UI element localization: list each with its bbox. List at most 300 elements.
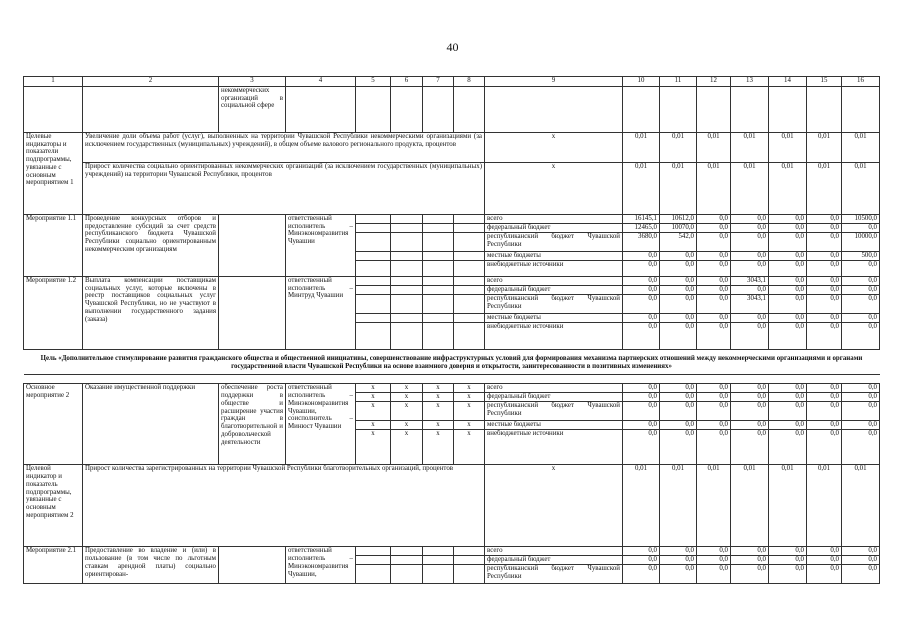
cell bbox=[356, 87, 391, 133]
code-cell bbox=[391, 565, 423, 584]
value-cell: 0,0 bbox=[660, 393, 697, 402]
code-cell bbox=[391, 295, 423, 314]
page-number: 40 bbox=[446, 40, 459, 54]
code-x: x bbox=[391, 421, 423, 430]
code-cell bbox=[423, 314, 454, 323]
value-cell: 0,01 bbox=[731, 133, 769, 163]
code-x: x bbox=[423, 393, 454, 402]
value-cell: 0,0 bbox=[807, 556, 842, 565]
code-cell bbox=[356, 295, 391, 314]
code-cell bbox=[391, 323, 423, 350]
code-cell bbox=[423, 565, 454, 584]
funding-row bbox=[24, 277, 880, 286]
value-cell: 0,01 bbox=[731, 465, 769, 547]
value-cell: 0,0 bbox=[660, 277, 697, 286]
value-cell: 3043,1 bbox=[731, 277, 769, 286]
value-cell: 0,0 bbox=[807, 393, 842, 402]
funding-source: внебюджетные источники bbox=[485, 323, 623, 350]
value-cell: 10500,0 bbox=[842, 215, 880, 224]
activity-executor: ответственный исполнитель – Минэкономразвития Чувашии bbox=[286, 215, 356, 277]
activity-aim bbox=[219, 547, 286, 584]
header-cell: 13 bbox=[731, 77, 769, 87]
indicator-text: Прирост количества зарегистрированных на территории Чувашской Республики благотворительных организаций, процентов bbox=[83, 465, 485, 547]
header-cell: 14 bbox=[769, 77, 807, 87]
value-cell: 0,0 bbox=[623, 430, 660, 465]
value-cell: 0,0 bbox=[807, 261, 842, 277]
value-cell: 0,0 bbox=[769, 402, 807, 421]
header-cell: 3 bbox=[219, 77, 286, 87]
activity-label: Мероприятие 1.2 bbox=[24, 277, 83, 350]
cell bbox=[454, 87, 485, 133]
value-cell: 500,0 bbox=[842, 252, 880, 261]
code-x: x bbox=[391, 402, 423, 421]
program-table bbox=[23, 76, 880, 584]
value-cell: 0,0 bbox=[807, 224, 842, 233]
value-cell: 0,0 bbox=[807, 430, 842, 465]
value-cell: 0,0 bbox=[731, 314, 769, 323]
value-cell: 0,0 bbox=[842, 286, 880, 295]
code-cell bbox=[454, 215, 485, 224]
value-cell: 0,0 bbox=[731, 430, 769, 465]
code-cell bbox=[391, 547, 423, 556]
value-cell: 0,0 bbox=[623, 384, 660, 393]
value-cell: 0,0 bbox=[731, 393, 769, 402]
value-cell: 0,01 bbox=[697, 133, 731, 163]
activity-aim: обеспечение роста поддержки в обществе и расширение участия граждан в благотворительной и добровольческой деятельности bbox=[219, 384, 286, 465]
value-cell: 0,0 bbox=[697, 252, 731, 261]
value-cell: 0,01 bbox=[660, 163, 697, 215]
value-cell: 0,0 bbox=[697, 430, 731, 465]
value-cell: 0,01 bbox=[769, 133, 807, 163]
value-cell: 10070,0 bbox=[660, 224, 697, 233]
value-cell: 0,01 bbox=[769, 163, 807, 215]
value-cell: 0,0 bbox=[731, 252, 769, 261]
value-cell: 0,0 bbox=[697, 215, 731, 224]
value-cell: 0,0 bbox=[660, 430, 697, 465]
code-cell bbox=[423, 556, 454, 565]
value-cell: 16145,1 bbox=[623, 215, 660, 224]
header-cell: 2 bbox=[83, 77, 219, 87]
code-cell bbox=[454, 565, 485, 584]
code-cell bbox=[423, 233, 454, 252]
value-cell: 0,0 bbox=[623, 393, 660, 402]
code-cell bbox=[356, 565, 391, 584]
value-cell: 0,0 bbox=[842, 384, 880, 393]
value-cell: 0,0 bbox=[623, 402, 660, 421]
goal-text: Цель «Дополнительное стимулирование развития гражданского общества и общественной инициативы, совершенствование инфраструктурных условий для формирования механизма партнерских отношений между некоммерческими организациями и органами государственной власти Чувашской Республики на основе взаимного доверия и открытости, заинтересованности в позитивных изменениях» bbox=[24, 350, 880, 375]
code-x: x bbox=[356, 393, 391, 402]
code-cell bbox=[391, 261, 423, 277]
code-cell bbox=[454, 277, 485, 286]
executor-co: соисполнитель – Минюст Чувашии bbox=[288, 415, 353, 431]
code-cell bbox=[356, 277, 391, 286]
cell bbox=[24, 375, 880, 384]
value-cell: 0,0 bbox=[660, 252, 697, 261]
value-cell: 0,0 bbox=[842, 547, 880, 556]
code-cell bbox=[454, 261, 485, 277]
code-cell bbox=[423, 286, 454, 295]
cell bbox=[660, 87, 697, 133]
value-cell: 0,0 bbox=[623, 277, 660, 286]
value-cell: 0,0 bbox=[731, 556, 769, 565]
indicator-row bbox=[24, 163, 880, 215]
code-cell bbox=[356, 547, 391, 556]
value-cell: 0,0 bbox=[807, 215, 842, 224]
funding-source: республиканский бюджет Чувашской Республики bbox=[485, 402, 623, 421]
value-cell: 0,0 bbox=[660, 556, 697, 565]
indicator-x: x bbox=[485, 163, 623, 215]
code-cell bbox=[391, 286, 423, 295]
value-cell: 0,0 bbox=[842, 565, 880, 584]
value-cell: 0,0 bbox=[807, 277, 842, 286]
value-cell: 0,01 bbox=[660, 465, 697, 547]
code-cell bbox=[391, 314, 423, 323]
code-cell bbox=[356, 261, 391, 277]
value-cell: 0,0 bbox=[769, 547, 807, 556]
value-cell: 0,01 bbox=[731, 163, 769, 215]
value-cell: 0,0 bbox=[731, 565, 769, 584]
value-cell: 0,0 bbox=[842, 323, 880, 350]
code-x: x bbox=[423, 430, 454, 465]
header-cell: 16 bbox=[842, 77, 880, 87]
value-cell: 0,01 bbox=[660, 133, 697, 163]
value-cell: 0,0 bbox=[769, 323, 807, 350]
header-cell: 11 bbox=[660, 77, 697, 87]
activity-aim bbox=[219, 215, 286, 277]
code-x: x bbox=[391, 393, 423, 402]
funding-source: республиканский бюджет Чувашской Республики bbox=[485, 295, 623, 314]
cell bbox=[842, 87, 880, 133]
value-cell: 0,0 bbox=[697, 384, 731, 393]
value-cell: 10000,0 bbox=[842, 233, 880, 252]
value-cell: 0,0 bbox=[769, 277, 807, 286]
value-cell: 0,0 bbox=[623, 565, 660, 584]
funding-source: всего bbox=[485, 277, 623, 286]
code-x: x bbox=[454, 393, 485, 402]
activity-description: Оказание имущественной поддержки bbox=[83, 384, 219, 465]
header-cell: 10 bbox=[623, 77, 660, 87]
value-cell: 0,0 bbox=[697, 556, 731, 565]
value-cell: 0,01 bbox=[623, 163, 660, 215]
cell bbox=[24, 87, 83, 133]
activity-executor bbox=[286, 384, 356, 465]
indicator-label: Целевой индикатор и показатель подпрограммы, увязанные с основным мероприятием 2 bbox=[24, 465, 83, 547]
value-cell: 0,0 bbox=[842, 261, 880, 277]
code-cell bbox=[356, 215, 391, 224]
value-cell: 0,0 bbox=[697, 295, 731, 314]
value-cell: 3680,0 bbox=[623, 233, 660, 252]
cell bbox=[807, 87, 842, 133]
value-cell: 0,0 bbox=[769, 252, 807, 261]
header-row bbox=[24, 77, 880, 87]
activity-aim bbox=[219, 277, 286, 350]
goal-row bbox=[24, 350, 880, 375]
code-x: x bbox=[423, 421, 454, 430]
cell bbox=[769, 87, 807, 133]
value-cell: 0,01 bbox=[697, 465, 731, 547]
funding-source: местные бюджеты bbox=[485, 252, 623, 261]
cell bbox=[485, 87, 623, 133]
value-cell: 0,0 bbox=[807, 565, 842, 584]
value-cell: 0,0 bbox=[731, 224, 769, 233]
cell bbox=[286, 87, 356, 133]
code-cell bbox=[423, 295, 454, 314]
value-cell: 0,0 bbox=[769, 261, 807, 277]
value-cell: 0,0 bbox=[807, 384, 842, 393]
value-cell: 0,0 bbox=[807, 421, 842, 430]
value-cell: 0,0 bbox=[731, 547, 769, 556]
funding-source: местные бюджеты bbox=[485, 314, 623, 323]
header-cell: 8 bbox=[454, 77, 485, 87]
funding-source: внебюджетные источники bbox=[485, 430, 623, 465]
code-cell bbox=[423, 323, 454, 350]
value-cell: 12465,0 bbox=[623, 224, 660, 233]
table-row bbox=[24, 87, 880, 133]
value-cell: 0,0 bbox=[842, 421, 880, 430]
funding-row bbox=[24, 547, 880, 556]
value-cell: 0,0 bbox=[623, 261, 660, 277]
value-cell: 0,01 bbox=[769, 465, 807, 547]
value-cell: 0,0 bbox=[697, 314, 731, 323]
funding-source: всего bbox=[485, 547, 623, 556]
value-cell: 0,0 bbox=[769, 421, 807, 430]
value-cell: 0,0 bbox=[731, 384, 769, 393]
code-x: x bbox=[454, 430, 485, 465]
value-cell: 0,0 bbox=[660, 295, 697, 314]
value-cell: 0,0 bbox=[842, 224, 880, 233]
value-cell: 0,0 bbox=[660, 261, 697, 277]
header-cell: 12 bbox=[697, 77, 731, 87]
value-cell: 0,0 bbox=[769, 224, 807, 233]
value-cell: 0,0 bbox=[769, 556, 807, 565]
code-cell bbox=[454, 547, 485, 556]
value-cell: 0,01 bbox=[842, 133, 880, 163]
value-cell: 0,0 bbox=[842, 295, 880, 314]
value-cell: 0,01 bbox=[842, 465, 880, 547]
value-cell: 0,0 bbox=[842, 393, 880, 402]
code-x: x bbox=[423, 402, 454, 421]
funding-source: внебюджетные источники bbox=[485, 261, 623, 277]
code-cell bbox=[391, 224, 423, 233]
value-cell: 0,0 bbox=[623, 252, 660, 261]
cell bbox=[391, 87, 423, 133]
value-cell: 0,01 bbox=[623, 133, 660, 163]
value-cell: 0,0 bbox=[697, 277, 731, 286]
code-x: x bbox=[356, 430, 391, 465]
activity-description: Проведение конкурсных отборов и предоставление субсидий за счет средств республиканского бюджета Чувашской Республики социально ориентированным некоммерческим организациям bbox=[83, 215, 219, 277]
code-x: x bbox=[454, 384, 485, 393]
value-cell: 0,0 bbox=[660, 547, 697, 556]
indicator-row bbox=[24, 465, 880, 547]
value-cell: 0,0 bbox=[769, 430, 807, 465]
indicator-x: x bbox=[485, 465, 623, 547]
activity-executor: ответственный исполнитель – Минэкономразвития Чувашии, bbox=[286, 547, 356, 584]
code-x: x bbox=[356, 421, 391, 430]
header-cell: 15 bbox=[807, 77, 842, 87]
code-cell bbox=[391, 277, 423, 286]
value-cell: 0,0 bbox=[769, 295, 807, 314]
value-cell: 0,0 bbox=[697, 224, 731, 233]
value-cell: 0,0 bbox=[807, 402, 842, 421]
header-cell: 5 bbox=[356, 77, 391, 87]
value-cell: 0,0 bbox=[842, 402, 880, 421]
value-cell: 0,0 bbox=[623, 286, 660, 295]
executor-main: ответственный исполнитель – Минэкономразвития Чувашии, bbox=[288, 384, 353, 415]
value-cell: 542,0 bbox=[660, 233, 697, 252]
indicator-x: x bbox=[485, 133, 623, 163]
value-cell: 0,0 bbox=[731, 323, 769, 350]
code-x: x bbox=[356, 384, 391, 393]
code-cell bbox=[423, 215, 454, 224]
code-cell bbox=[423, 252, 454, 261]
funding-source: республиканский бюджет Чувашской Республики bbox=[485, 233, 623, 252]
value-cell: 0,0 bbox=[807, 233, 842, 252]
activity-label: Мероприятие 2.1 bbox=[24, 547, 83, 584]
value-cell: 0,0 bbox=[769, 286, 807, 295]
code-cell bbox=[454, 323, 485, 350]
value-cell: 10612,0 bbox=[660, 215, 697, 224]
code-cell bbox=[454, 556, 485, 565]
value-cell: 0,0 bbox=[731, 421, 769, 430]
code-cell bbox=[454, 286, 485, 295]
header-cell: 4 bbox=[286, 77, 356, 87]
header-cell: 1 bbox=[24, 77, 83, 87]
value-cell: 0,0 bbox=[807, 323, 842, 350]
value-cell: 0,0 bbox=[697, 565, 731, 584]
indicator-text: Прирост количества социально ориентированных некоммерческих организаций (за исключением государственных (муниципальных) учреждений) на территории Чувашской Республики, процентов bbox=[83, 163, 485, 215]
code-x: x bbox=[423, 384, 454, 393]
value-cell: 0,0 bbox=[697, 286, 731, 295]
value-cell: 0,0 bbox=[842, 277, 880, 286]
value-cell: 0,0 bbox=[731, 402, 769, 421]
value-cell: 0,01 bbox=[842, 163, 880, 215]
value-cell: 0,01 bbox=[807, 163, 842, 215]
funding-source: федеральный бюджет bbox=[485, 556, 623, 565]
value-cell: 0,0 bbox=[660, 402, 697, 421]
activity-label: Мероприятие 1.1 bbox=[24, 215, 83, 277]
value-cell: 0,0 bbox=[731, 233, 769, 252]
cell bbox=[697, 87, 731, 133]
value-cell: 0,0 bbox=[697, 393, 731, 402]
value-cell: 0,0 bbox=[697, 402, 731, 421]
code-cell bbox=[356, 556, 391, 565]
code-x: x bbox=[454, 421, 485, 430]
value-cell: 0,0 bbox=[807, 252, 842, 261]
code-cell bbox=[391, 252, 423, 261]
value-cell: 0,0 bbox=[807, 314, 842, 323]
funding-source: федеральный бюджет bbox=[485, 393, 623, 402]
value-cell: 0,0 bbox=[623, 556, 660, 565]
code-cell bbox=[356, 224, 391, 233]
header-cell: 9 bbox=[485, 77, 623, 87]
code-cell bbox=[356, 286, 391, 295]
activity-label: Основное мероприятие 2 bbox=[24, 384, 83, 465]
value-cell: 0,01 bbox=[807, 465, 842, 547]
gap-row bbox=[24, 375, 880, 384]
value-cell: 0,0 bbox=[697, 547, 731, 556]
funding-source: местные бюджеты bbox=[485, 421, 623, 430]
code-x: x bbox=[356, 402, 391, 421]
value-cell: 0,0 bbox=[842, 314, 880, 323]
activity-executor: ответственный исполнитель – Минтруд Чувашии bbox=[286, 277, 356, 350]
code-cell bbox=[454, 233, 485, 252]
code-cell bbox=[356, 323, 391, 350]
value-cell: 0,0 bbox=[769, 215, 807, 224]
value-cell: 0,0 bbox=[769, 314, 807, 323]
value-cell: 0,0 bbox=[697, 233, 731, 252]
value-cell: 0,01 bbox=[623, 465, 660, 547]
value-cell: 0,0 bbox=[731, 261, 769, 277]
value-cell: 0,01 bbox=[807, 133, 842, 163]
value-cell: 0,0 bbox=[660, 421, 697, 430]
value-cell: 0,0 bbox=[697, 421, 731, 430]
code-cell bbox=[356, 314, 391, 323]
value-cell: 0,0 bbox=[769, 565, 807, 584]
value-cell: 0,0 bbox=[842, 430, 880, 465]
funding-source: республиканский бюджет Чувашской Республики bbox=[485, 565, 623, 584]
code-x: x bbox=[391, 430, 423, 465]
value-cell: 0,0 bbox=[697, 323, 731, 350]
value-cell: 3043,1 bbox=[731, 295, 769, 314]
cell bbox=[423, 87, 454, 133]
value-cell: 0,0 bbox=[807, 286, 842, 295]
indicator-text: Увеличение доли объема работ (услуг), выполненных на территории Чувашской Республики некоммерческими организациями (за исключением государственных (муниципальных) учреждений), в общем объеме валового регионального продукта, процентов bbox=[83, 133, 485, 163]
value-cell: 0,0 bbox=[623, 323, 660, 350]
value-cell: 0,0 bbox=[623, 421, 660, 430]
value-cell: 0,0 bbox=[660, 565, 697, 584]
value-cell: 0,0 bbox=[623, 314, 660, 323]
code-cell bbox=[356, 233, 391, 252]
indicator-label: Целевые индикаторы и показатели подпрограммы, увязанные с основным мероприятием 1 bbox=[24, 133, 83, 215]
value-cell: 0,0 bbox=[731, 215, 769, 224]
activity-description: Выплата компенсации поставщикам социальных услуг, которые включены в реестр поставщиков социальных услуг Чувашской Республики, но не участвуют в выполнении государственного задания (заказа) bbox=[83, 277, 219, 350]
code-cell bbox=[423, 277, 454, 286]
code-cell bbox=[454, 295, 485, 314]
funding-source: федеральный бюджет bbox=[485, 286, 623, 295]
code-cell bbox=[391, 556, 423, 565]
header-cell: 7 bbox=[423, 77, 454, 87]
value-cell: 0,0 bbox=[660, 286, 697, 295]
value-cell: 0,0 bbox=[807, 295, 842, 314]
cont-text: некоммерческих организаций в социальной сфере bbox=[219, 87, 286, 133]
code-cell bbox=[391, 215, 423, 224]
code-cell bbox=[423, 547, 454, 556]
header-cell: 6 bbox=[391, 77, 423, 87]
code-cell bbox=[356, 252, 391, 261]
cell bbox=[83, 87, 219, 133]
code-x: x bbox=[454, 402, 485, 421]
code-cell bbox=[423, 261, 454, 277]
code-cell bbox=[454, 224, 485, 233]
value-cell: 0,0 bbox=[769, 384, 807, 393]
funding-source: всего bbox=[485, 215, 623, 224]
code-cell bbox=[423, 224, 454, 233]
cell bbox=[731, 87, 769, 133]
value-cell: 0,0 bbox=[660, 384, 697, 393]
funding-source: федеральный бюджет bbox=[485, 224, 623, 233]
funding-source: всего bbox=[485, 384, 623, 393]
code-x: x bbox=[391, 384, 423, 393]
funding-row bbox=[24, 215, 880, 224]
value-cell: 0,0 bbox=[842, 556, 880, 565]
value-cell: 0,01 bbox=[697, 163, 731, 215]
funding-row bbox=[24, 384, 880, 393]
activity-description: Предоставление во владение и (или) в пользование (в том числе по льготным ставкам арендной платы) социально ориентирован- bbox=[83, 547, 219, 584]
indicator-row bbox=[24, 133, 880, 163]
value-cell: 0,0 bbox=[769, 393, 807, 402]
value-cell: 0,0 bbox=[697, 261, 731, 277]
code-cell bbox=[454, 314, 485, 323]
